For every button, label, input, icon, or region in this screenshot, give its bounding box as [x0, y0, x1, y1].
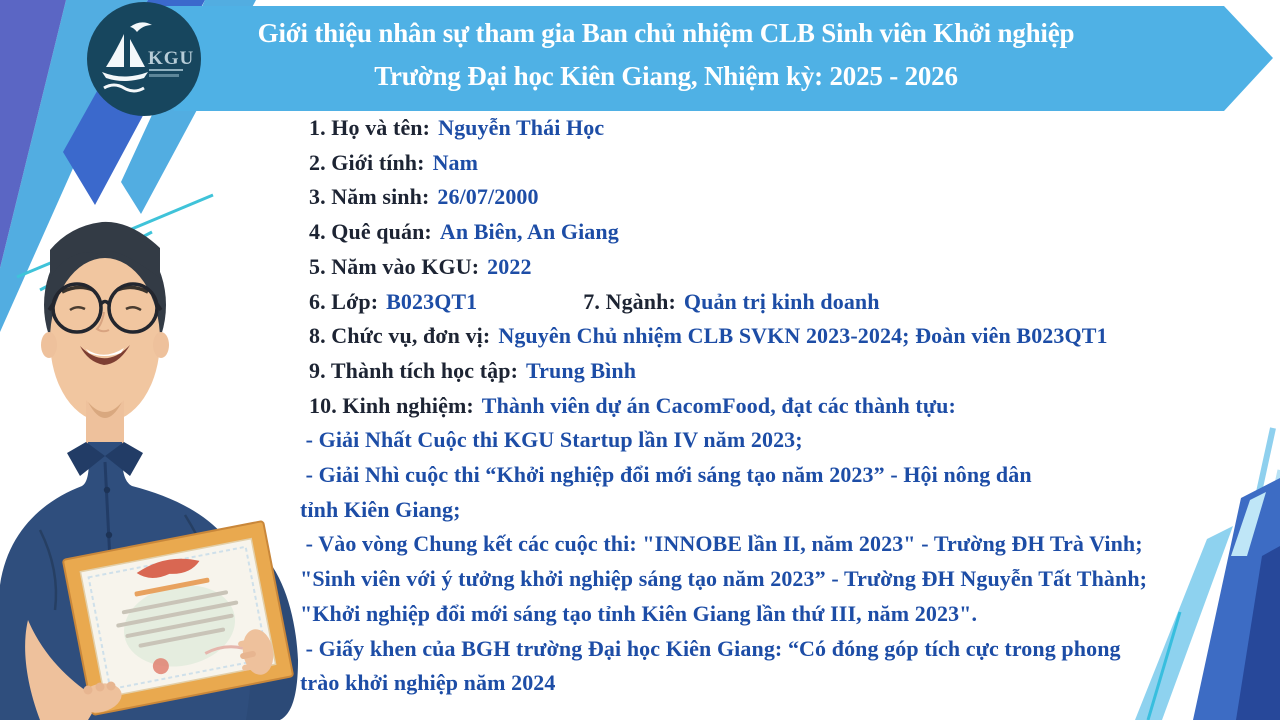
slide-title: [176, 12, 1156, 98]
ear: [153, 332, 169, 358]
field-value: Quản trị kinh doanh: [683, 288, 880, 314]
field-value: B023QT1: [386, 288, 478, 314]
field-label: 10. Kinh nghiệm:: [309, 392, 474, 418]
logo-subtext-mark: [149, 74, 179, 77]
field-value: Nguyên Chủ nhiệm CLB SVKN 2023-2024; Đoàn viên B023QT1: [498, 323, 1108, 349]
logo-text: KGU: [148, 48, 195, 69]
field-label: 3. Năm sinh:: [309, 184, 430, 210]
field-value: Nam: [432, 149, 479, 175]
profile-info: [300, 111, 1147, 701]
field-label: 4. Quê quán:: [309, 219, 432, 245]
club-logo: [86, 1, 202, 117]
field-row: [300, 146, 1147, 181]
experience-line: tỉnh Kiên Giang;: [300, 496, 461, 522]
ear: [41, 332, 57, 358]
field-value: Thành viên dự án CacomFood, đạt các thành tựu:: [481, 392, 956, 418]
field-label: 5. Năm vào KGU:: [309, 253, 480, 279]
experience-line: - Giấy khen của BGH trường Đại học Kiên Giang: “Có đóng góp tích cực trong phong: [300, 635, 1121, 661]
field-label: 6. Lớp:: [309, 288, 379, 314]
field-label: 8. Chức vụ, đơn vị:: [309, 323, 491, 349]
face: [50, 258, 160, 422]
field-row: [300, 250, 1147, 285]
experience-line: trào khởi nghiệp năm 2024: [300, 670, 556, 696]
field-row-class-major: [300, 285, 1147, 320]
slide-title-line1: Giới thiệu nhân sự tham gia Ban chủ nhiệm CLB Sinh viên Khởi nghiệp: [257, 18, 1075, 48]
experience-line: - Giải Nhì cuộc thi “Khởi nghiệp đổi mới sáng tạo năm 2023” - Hội nông dân: [300, 462, 1032, 488]
experience-line: - Giải Nhất Cuộc thi KGU Startup lần IV năm 2023;: [300, 427, 803, 453]
field-value: An Biên, An Giang: [439, 219, 619, 245]
slide-title-line2: Trường Đại học Kiên Giang, Nhiệm kỳ: 2025 - 2026: [374, 61, 958, 91]
field-label: 7. Ngành:: [583, 288, 676, 314]
field-row: [300, 111, 1147, 146]
field-value: Nguyễn Thái Học: [438, 115, 605, 140]
field-row: [300, 354, 1147, 389]
field-row: [300, 180, 1147, 215]
experience-line: - Vào vòng Chung kết các cuộc thi: "INNOBE lần II, năm 2023" - Trường ĐH Trà Vinh;: [300, 531, 1143, 557]
field-label: 2. Giới tính:: [309, 149, 425, 175]
decor-bottom-right: [1135, 428, 1280, 720]
field-label: 9. Thành tích học tập:: [309, 357, 519, 383]
field-row: [300, 215, 1147, 250]
field-row: [300, 389, 1147, 424]
experience-line: "Sinh viên với ý tưởng khởi nghiệp sáng tạo năm 2023” - Trường ĐH Nguyễn Tất Thành;: [300, 566, 1148, 592]
profile-photo: [0, 100, 320, 720]
logo-divider: [149, 69, 183, 71]
field-row: [300, 319, 1147, 354]
button: [106, 532, 112, 538]
field-value: 2022: [487, 253, 532, 279]
button: [104, 487, 110, 493]
field-label: 1. Họ và tên:: [309, 115, 431, 140]
field-value: Trung Bình: [526, 357, 637, 383]
experience-line: "Khởi nghiệp đổi mới sáng tạo tỉnh Kiên Giang lần thứ III, năm 2023".: [300, 600, 978, 626]
field-value: 26/07/2000: [437, 184, 539, 210]
